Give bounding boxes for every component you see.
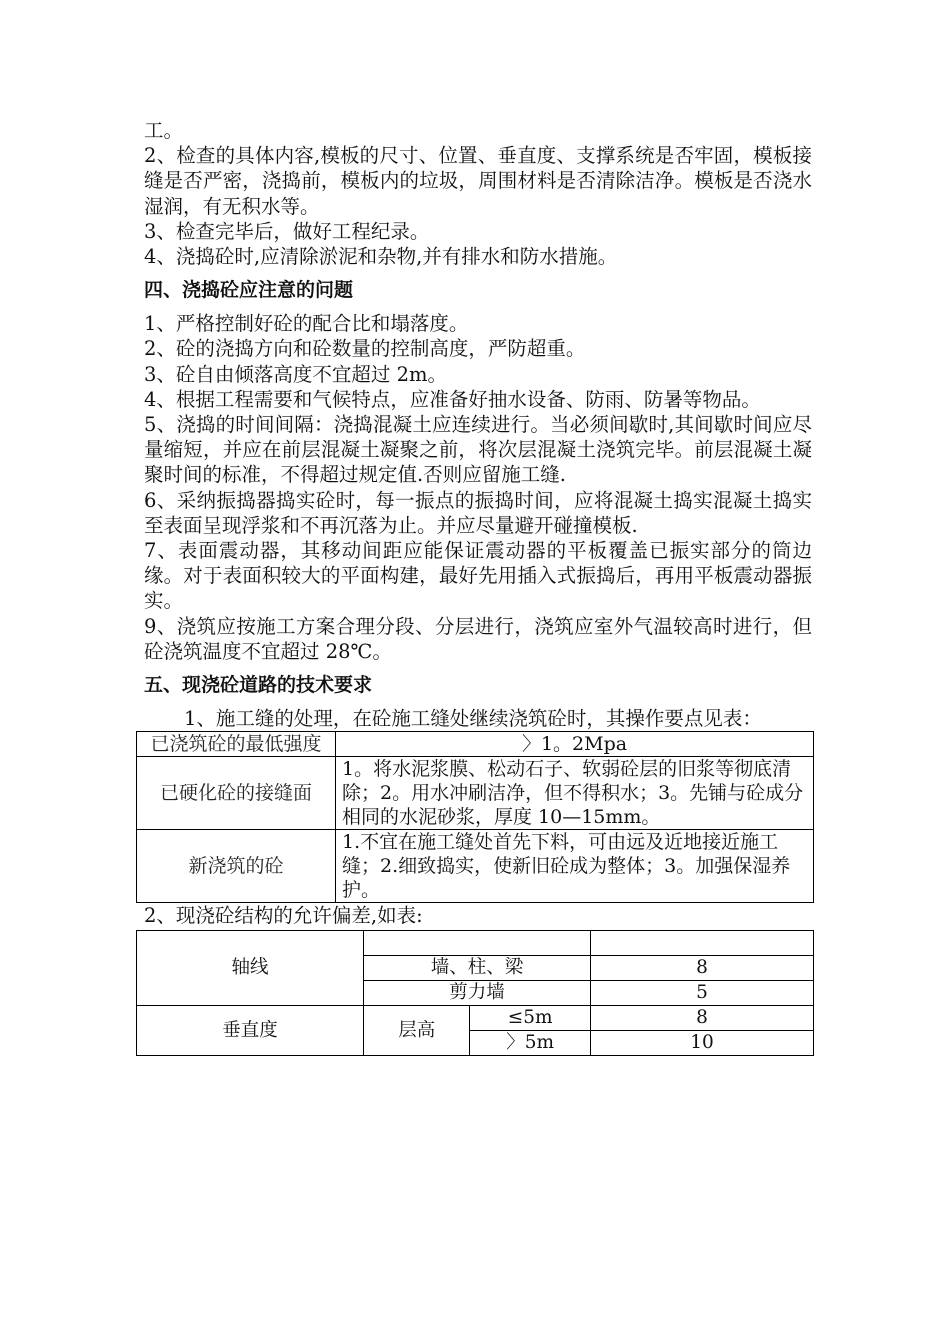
table-cell: 1.不宜在施工缝处首先下料，可由远及近地接近施工缝；2.细致捣实，使新旧砼成为整体；3。加强保湿养护。 — [336, 830, 814, 903]
table-cell: 〉5m — [470, 1031, 591, 1056]
table-row — [137, 830, 814, 903]
section-heading: 五、现浇砼道路的技术要求 — [144, 674, 373, 697]
paragraph: 4、浇捣砼时,应清除淤泥和杂物,并有排水和防水措施。 — [144, 245, 618, 269]
table-cell: 已硬化砼的接缝面 — [137, 757, 336, 830]
list-item: 3、砼自由倾落高度不宜超过 2m。 — [144, 362, 448, 386]
table-cell: 层高 — [364, 1006, 470, 1056]
tolerance-table — [136, 930, 814, 1056]
section-heading: 四、浇捣砼应注意的问题 — [144, 279, 354, 302]
paragraph: 3、检查完毕后，做好工程纪录。 — [144, 219, 430, 243]
table-cell: 轴线 — [137, 931, 364, 1006]
table-cell: 5 — [591, 981, 814, 1006]
list-item: 5、浇捣的时间间隔：浇捣混凝土应连续进行。当必须间歇时,其间歇时间应尽量缩短，并应在前层混凝土凝聚之前，将次层混凝土浇筑完毕。前层混凝土凝聚时间的标准，不得超过规定值.否则应留施工缝. — [144, 413, 812, 487]
table-row — [137, 757, 814, 830]
table-cell: 剪力墙 — [364, 981, 591, 1006]
table-cell: 新浇筑的砼 — [137, 830, 336, 903]
table-cell — [364, 931, 591, 956]
table-cell: 〉1。2Mpa — [336, 732, 814, 757]
table-cell: 1。将水泥浆膜、松动石子、软弱砼层的旧浆等彻底清除；2。用水冲刷洁净，但不得积水；3。先铺与砼成分相同的水泥砂浆，厚度 10—15mm。 — [336, 757, 814, 830]
list-item: 4、根据工程需要和气候特点，应准备好抽水设备、防雨、防暑等物品。 — [144, 387, 761, 411]
list-item: 9、浇筑应按施工方案合理分段、分层进行，浇筑应室外气温较高时进行，但砼浇筑温度不宜超过 28℃。 — [144, 614, 812, 663]
document-page — [144, 118, 812, 1056]
paragraph: 2、检查的具体内容,模板的尺寸、位置、垂直度、支撑系统是否牢固，模板接缝是否严密，浇捣前，模板内的垃圾，周围材料是否清除洁净。模板是否浇水湿润，有无积水等。 — [144, 144, 812, 218]
paragraph: 2、现浇砼结构的允许偏差,如表: — [144, 904, 423, 928]
table-cell: 8 — [591, 1006, 814, 1031]
paragraph: 工。 — [144, 119, 184, 142]
table-row — [137, 732, 814, 757]
table-cell: 已浇筑砼的最低强度 — [137, 732, 336, 757]
table-row — [137, 1006, 814, 1031]
table-cell: 墙、柱、梁 — [364, 956, 591, 981]
list-item: 1、严格控制好砼的配合比和塌落度。 — [144, 312, 469, 336]
table-cell: ≤5m — [470, 1006, 591, 1031]
list-item: 6、采纳振捣器捣实砼时，每一振点的振捣时间，应将混凝土捣实混凝土捣实至表面呈现浮浆和不再沉落为止。并应尽量避开碰撞模板. — [144, 488, 812, 537]
table-row — [137, 931, 814, 956]
paragraph: 1、施工缝的处理，在砼施工缝处继续浇筑砼时，其操作要点见表： — [184, 707, 762, 731]
table-cell — [591, 931, 814, 956]
table-cell: 10 — [591, 1031, 814, 1056]
table-cell: 垂直度 — [137, 1006, 364, 1056]
list-item: 2、砼的浇捣方向和砼数量的控制高度，严防超重。 — [144, 337, 586, 361]
table-cell: 8 — [591, 956, 814, 981]
construction-joint-table — [136, 731, 814, 903]
list-item: 7、表面震动器，其移动间距应能保证震动器的平板覆盖已振实部分的筒边缘。对于表面积较大的平面构建，最好先用插入式振捣后，再用平板震动器振实。 — [144, 539, 812, 613]
